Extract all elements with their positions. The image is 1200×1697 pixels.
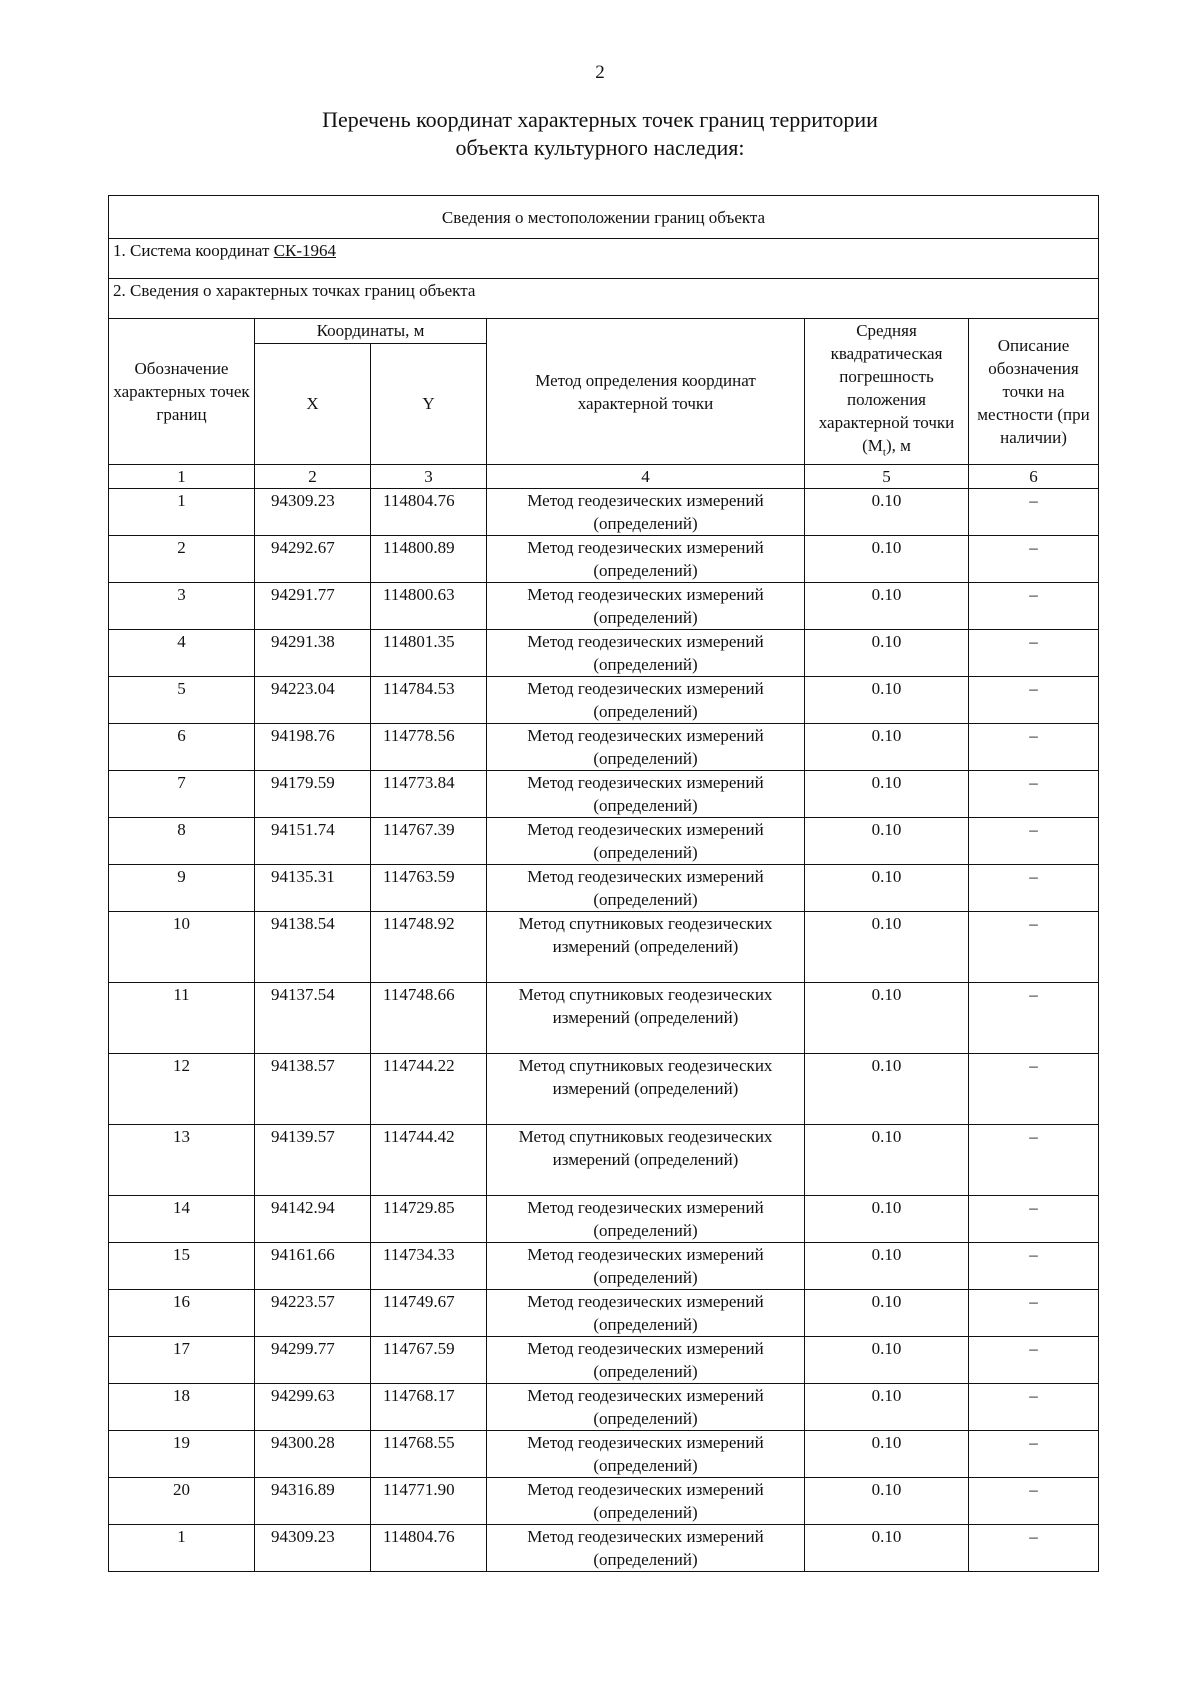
coord-x: 94179.59 — [255, 771, 371, 818]
description: – — [969, 677, 1099, 724]
table-row — [109, 1290, 1099, 1337]
method: Метод геодезических измерений (определений) — [487, 1384, 805, 1431]
table-row — [109, 536, 1099, 583]
table-row — [109, 1054, 1099, 1125]
error-value: 0.10 — [805, 536, 969, 583]
description: – — [969, 1431, 1099, 1478]
table-row — [109, 489, 1099, 536]
coord-y: 114763.59 — [371, 865, 487, 912]
description: – — [969, 536, 1099, 583]
method: Метод геодезических измерений (определений) — [487, 630, 805, 677]
point-id: 6 — [109, 724, 255, 771]
title-line-1: Перечень координат характерных точек границ территории — [322, 107, 878, 132]
coord-x: 94291.38 — [255, 630, 371, 677]
coord-x: 94139.57 — [255, 1125, 371, 1196]
coord-y: 114749.67 — [371, 1290, 487, 1337]
method: Метод геодезических измерений (определений) — [487, 677, 805, 724]
header-coords: Координаты, м — [255, 319, 487, 344]
table-row — [109, 724, 1099, 771]
description: – — [969, 630, 1099, 677]
coord-y: 114778.56 — [371, 724, 487, 771]
coord-y: 114729.85 — [371, 1196, 487, 1243]
column-number: 4 — [487, 465, 805, 489]
coord-y: 114800.89 — [371, 536, 487, 583]
coord-y: 114773.84 — [371, 771, 487, 818]
table-row — [109, 912, 1099, 983]
table-row — [109, 1525, 1099, 1572]
description: – — [969, 1290, 1099, 1337]
point-id: 1 — [109, 489, 255, 536]
coord-y: 114748.66 — [371, 983, 487, 1054]
coord-y: 114804.76 — [371, 1525, 487, 1572]
point-id: 14 — [109, 1196, 255, 1243]
header-error — [805, 319, 969, 465]
column-number: 1 — [109, 465, 255, 489]
coord-x: 94299.63 — [255, 1384, 371, 1431]
coord-x: 94300.28 — [255, 1431, 371, 1478]
section-title: Сведения о местоположении границ объекта — [109, 196, 1099, 239]
header-y: Y — [371, 343, 487, 465]
method: Метод геодезических измерений (определений) — [487, 771, 805, 818]
description: – — [969, 1054, 1099, 1125]
error-value: 0.10 — [805, 865, 969, 912]
header-point-label: Обозначение характерных точек границ — [109, 319, 255, 465]
point-id: 15 — [109, 1243, 255, 1290]
coord-x: 94161.66 — [255, 1243, 371, 1290]
point-id: 5 — [109, 677, 255, 724]
coord-y: 114744.42 — [371, 1125, 487, 1196]
table-row — [109, 865, 1099, 912]
coord-x: 94309.23 — [255, 1525, 371, 1572]
error-value: 0.10 — [805, 912, 969, 983]
coord-x: 94135.31 — [255, 865, 371, 912]
coord-x: 94198.76 — [255, 724, 371, 771]
coord-x: 94292.67 — [255, 536, 371, 583]
coord-system-label: 1. Система координат — [113, 241, 270, 260]
coord-x: 94309.23 — [255, 489, 371, 536]
table-row — [109, 771, 1099, 818]
method: Метод геодезических измерений (определений) — [487, 1196, 805, 1243]
table-row — [109, 583, 1099, 630]
point-id: 1 — [109, 1525, 255, 1572]
table-row — [109, 1243, 1099, 1290]
coord-x: 94291.77 — [255, 583, 371, 630]
header-method: Метод определения координат характерной точки — [487, 319, 805, 465]
method: Метод геодезических измерений (определений) — [487, 865, 805, 912]
coord-y: 114767.39 — [371, 818, 487, 865]
coord-y: 114734.33 — [371, 1243, 487, 1290]
error-value: 0.10 — [805, 583, 969, 630]
method: Метод геодезических измерений (определений) — [487, 818, 805, 865]
point-id: 13 — [109, 1125, 255, 1196]
column-number: 2 — [255, 465, 371, 489]
description: – — [969, 1478, 1099, 1525]
description: – — [969, 489, 1099, 536]
method: Метод геодезических измерений (определений) — [487, 1337, 805, 1384]
method: Метод геодезических измерений (определений) — [487, 536, 805, 583]
error-value: 0.10 — [805, 1243, 969, 1290]
description: – — [969, 1525, 1099, 1572]
coord-y: 114768.55 — [371, 1431, 487, 1478]
point-id: 9 — [109, 865, 255, 912]
coord-y: 114748.92 — [371, 912, 487, 983]
point-id: 12 — [109, 1054, 255, 1125]
coord-y: 114801.35 — [371, 630, 487, 677]
error-value: 0.10 — [805, 1478, 969, 1525]
error-value: 0.10 — [805, 983, 969, 1054]
error-value: 0.10 — [805, 1054, 969, 1125]
error-value: 0.10 — [805, 1384, 969, 1431]
table-row — [109, 1196, 1099, 1243]
column-number: 3 — [371, 465, 487, 489]
point-id: 20 — [109, 1478, 255, 1525]
coord-x: 94138.54 — [255, 912, 371, 983]
coord-y: 114800.63 — [371, 583, 487, 630]
coord-y: 114744.22 — [371, 1054, 487, 1125]
error-value: 0.10 — [805, 818, 969, 865]
error-value: 0.10 — [805, 771, 969, 818]
method: Метод спутниковых геодезических измерений (определений) — [487, 912, 805, 983]
table-row — [109, 630, 1099, 677]
page-number: 2 — [595, 62, 605, 83]
column-number: 6 — [969, 465, 1099, 489]
header-row-1 — [109, 319, 1099, 344]
table-row — [109, 1337, 1099, 1384]
point-id: 17 — [109, 1337, 255, 1384]
method: Метод геодезических измерений (определений) — [487, 583, 805, 630]
description: – — [969, 583, 1099, 630]
table-row — [109, 818, 1099, 865]
coord-y: 114767.59 — [371, 1337, 487, 1384]
point-id: 4 — [109, 630, 255, 677]
description: – — [969, 724, 1099, 771]
method: Метод геодезических измерений (определений) — [487, 1243, 805, 1290]
description: – — [969, 1125, 1099, 1196]
table-row — [109, 1431, 1099, 1478]
coord-system-value: СК-1964 — [273, 241, 337, 260]
method: Метод спутниковых геодезических измерений (определений) — [487, 1125, 805, 1196]
column-number-row — [109, 465, 1099, 489]
table-row — [109, 1478, 1099, 1525]
method: Метод геодезических измерений (определений) — [487, 724, 805, 771]
error-value: 0.10 — [805, 724, 969, 771]
description: – — [969, 771, 1099, 818]
coord-system-cell — [109, 239, 1099, 279]
coord-x: 94151.74 — [255, 818, 371, 865]
title-line-2: объекта культурного наследия: — [455, 135, 745, 160]
error-value: 0.10 — [805, 1525, 969, 1572]
point-id: 11 — [109, 983, 255, 1054]
method: Метод геодезических измерений (определений) — [487, 1290, 805, 1337]
coord-x: 94223.04 — [255, 677, 371, 724]
point-id: 7 — [109, 771, 255, 818]
method: Метод геодезических измерений (определений) — [487, 1478, 805, 1525]
point-id: 3 — [109, 583, 255, 630]
coord-y: 114804.76 — [371, 489, 487, 536]
error-value: 0.10 — [805, 1290, 969, 1337]
error-value: 0.10 — [805, 489, 969, 536]
coord-system-row — [109, 239, 1099, 279]
point-id: 16 — [109, 1290, 255, 1337]
column-number: 5 — [805, 465, 969, 489]
error-value: 0.10 — [805, 677, 969, 724]
header-x: X — [255, 343, 371, 465]
error-value: 0.10 — [805, 1431, 969, 1478]
error-value: 0.10 — [805, 1196, 969, 1243]
table-row — [109, 1125, 1099, 1196]
description: – — [969, 1243, 1099, 1290]
table-row — [109, 677, 1099, 724]
points-section-row — [109, 279, 1099, 319]
table-row — [109, 1384, 1099, 1431]
method: Метод спутниковых геодезических измерений (определений) — [487, 1054, 805, 1125]
method: Метод спутниковых геодезических измерений (определений) — [487, 983, 805, 1054]
description: – — [969, 1196, 1099, 1243]
header-description: Описание обозначения точки на местности (при наличии) — [969, 319, 1099, 465]
description: – — [969, 912, 1099, 983]
point-id: 10 — [109, 912, 255, 983]
description: – — [969, 1384, 1099, 1431]
coord-x: 94137.54 — [255, 983, 371, 1054]
coord-x: 94223.57 — [255, 1290, 371, 1337]
coord-x: 94138.57 — [255, 1054, 371, 1125]
coordinates-table — [108, 195, 1099, 1572]
coord-y: 114771.90 — [371, 1478, 487, 1525]
method: Метод геодезических измерений (определений) — [487, 489, 805, 536]
description: – — [969, 818, 1099, 865]
description: – — [969, 983, 1099, 1054]
table-row — [109, 983, 1099, 1054]
point-id: 2 — [109, 536, 255, 583]
section-title-row — [109, 196, 1099, 239]
header-error-text: Средняя квадратическая погрешность положения характерной точки $(M_t)$, м — [818, 321, 955, 459]
coord-y: 114768.17 — [371, 1384, 487, 1431]
point-id: 19 — [109, 1431, 255, 1478]
description: – — [969, 1337, 1099, 1384]
error-value: 0.10 — [805, 1337, 969, 1384]
coord-x: 94142.94 — [255, 1196, 371, 1243]
coord-x: 94299.77 — [255, 1337, 371, 1384]
points-section-title: 2. Сведения о характерных точках границ объекта — [109, 279, 1099, 319]
method: Метод геодезических измерений (определений) — [487, 1431, 805, 1478]
error-value: 0.10 — [805, 630, 969, 677]
coord-y: 114784.53 — [371, 677, 487, 724]
point-id: 8 — [109, 818, 255, 865]
coord-x: 94316.89 — [255, 1478, 371, 1525]
document-title — [0, 106, 1200, 162]
error-value: 0.10 — [805, 1125, 969, 1196]
description: – — [969, 865, 1099, 912]
method: Метод геодезических измерений (определений) — [487, 1525, 805, 1572]
point-id: 18 — [109, 1384, 255, 1431]
